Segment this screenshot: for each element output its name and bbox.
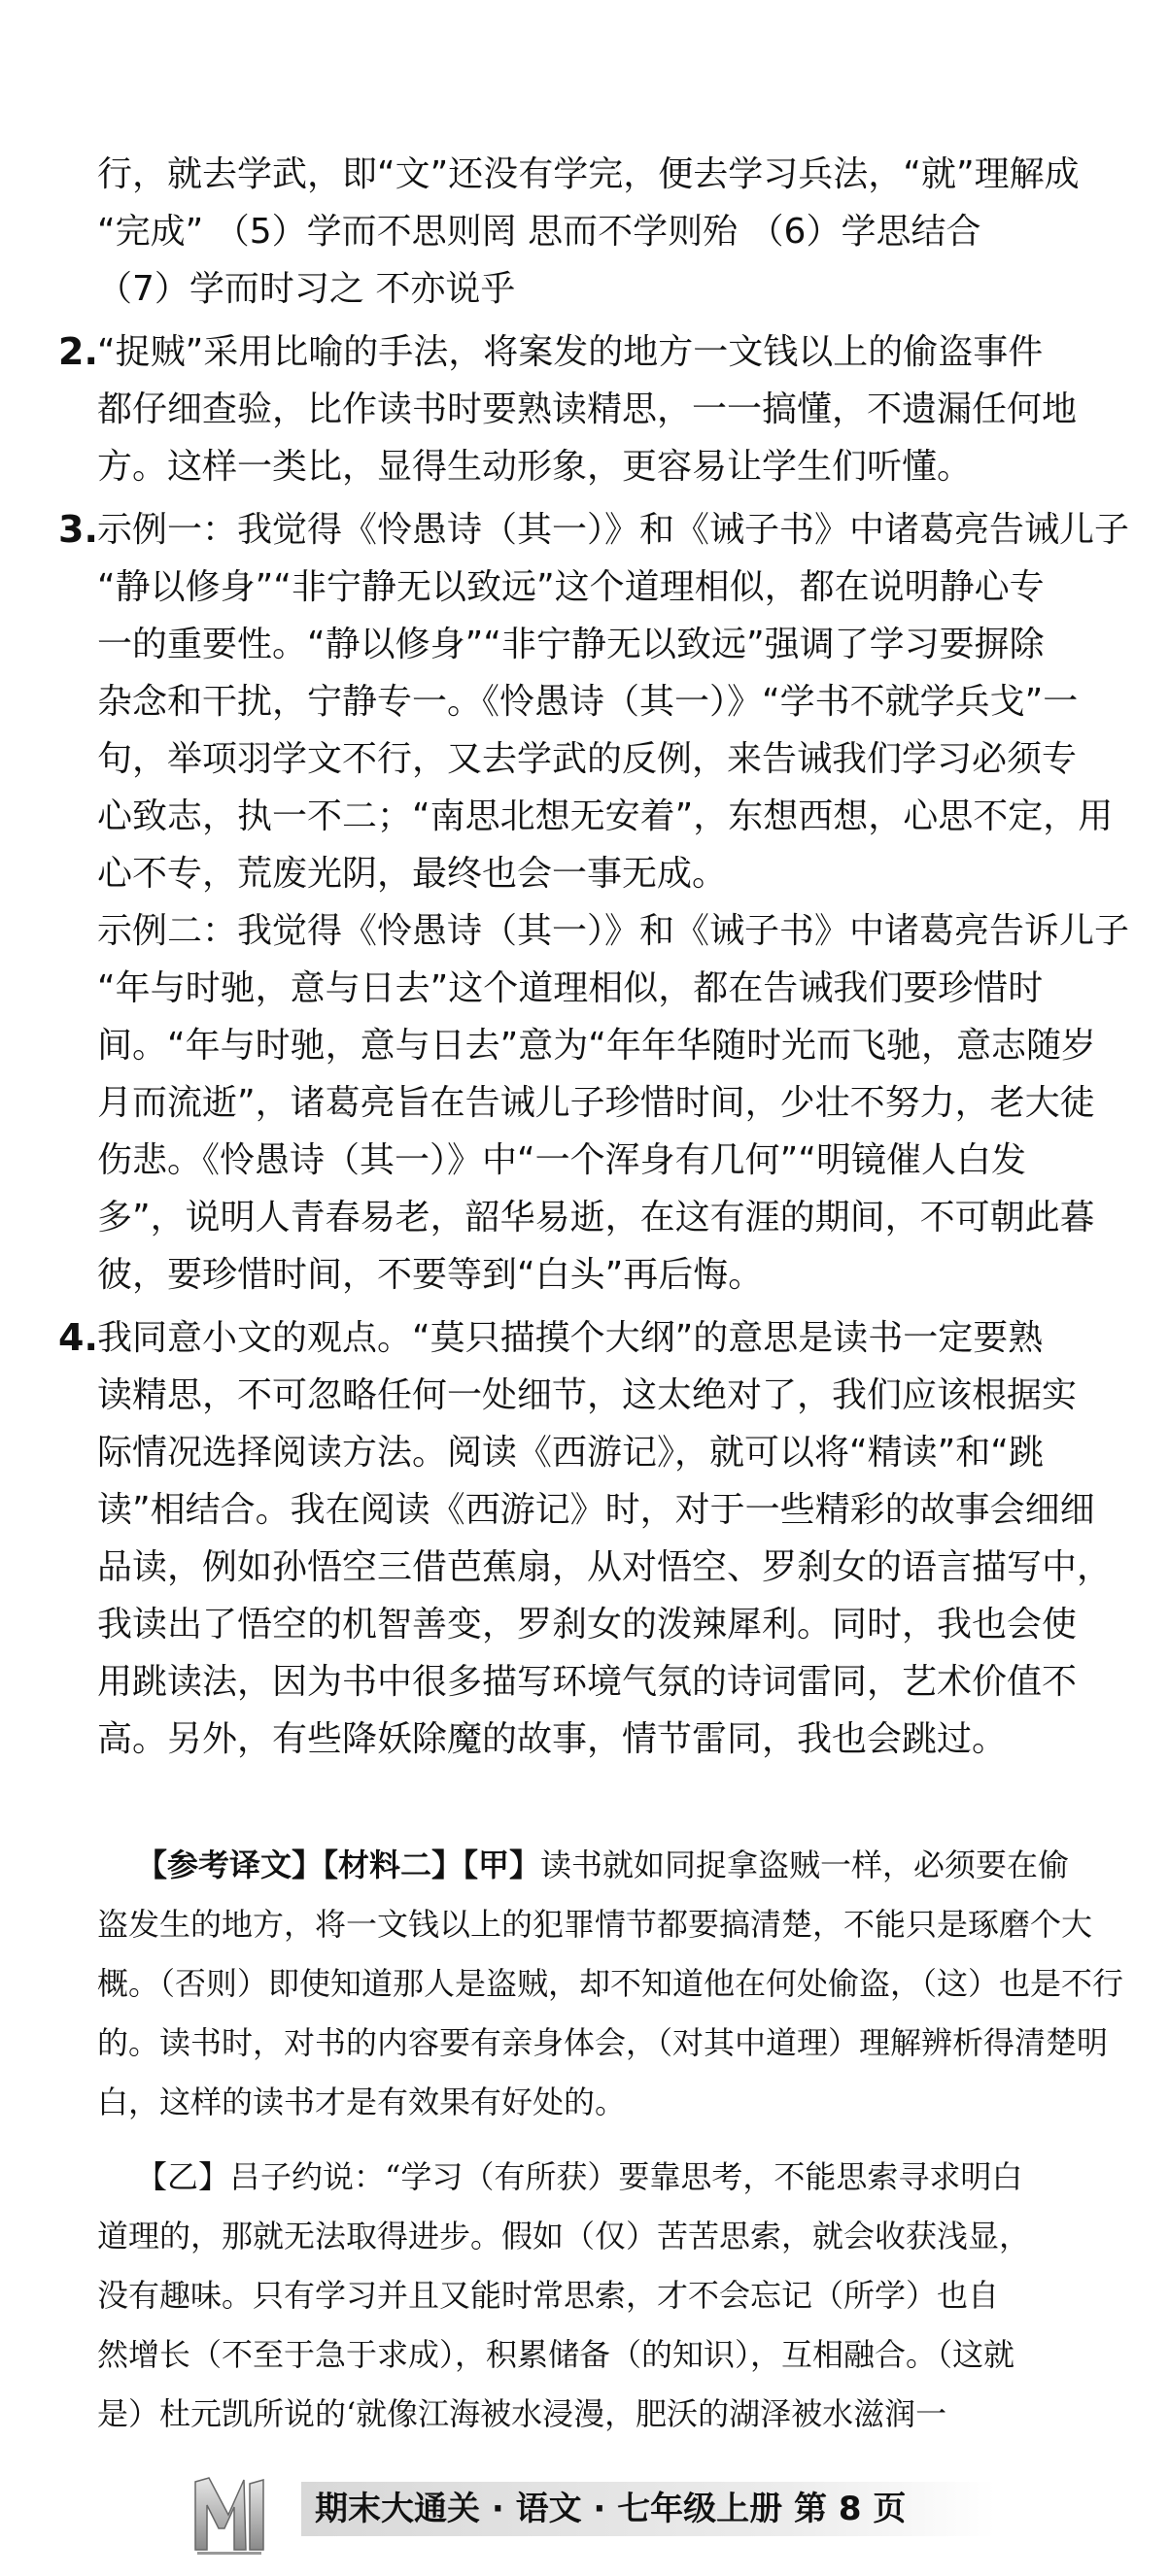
text-line: 伤悲。《怜愚诗（其一）》中“一个浑身有几何”“明镜催人白发 — [97, 1140, 1026, 1180]
answers-block — [58, 146, 1130, 1768]
translation-line: 概。（否则）即使知道那人是盗贼，却不知道他在何处偷盗，（这）也是不行 — [97, 1965, 1124, 2002]
translation-line: 道理的，那就无法取得进步。假如（仅）苦苦思索，就会收获浅显， — [97, 2218, 1031, 2254]
translation-line: 白，这样的读书才是有效果有好处的。 — [97, 2084, 627, 2120]
text-line: 都仔细查验，比作读书时要熟读精思，一一搞懂，不遗漏任何地 — [97, 390, 1078, 429]
translation-text: 【乙】吕子约说：“学习（有所获）要靠思考，不能思索寻求明白 — [136, 2158, 1023, 2195]
text-line: 心不专，荒废光阴，最终也会一事无成。 — [97, 854, 728, 894]
text-line: 月而流逝”，诸葛亮旨在告诫儿子珍惜时间，少壮不努力，老大徒 — [97, 1083, 1095, 1123]
translation-line: 没有趣味。只有学习并且又能时常思索，才不会忘记（所学）也自 — [97, 2277, 1000, 2314]
text-line: 一的重要性。“静以修身”“非宁静无以致远”强调了学习要摒除 — [97, 625, 1045, 664]
text-line: 彼，要珍惜时间，不要等到“白头”再后悔。 — [97, 1255, 764, 1295]
text-line: 句，举项羽学文不行，又去学武的反例，来告诫我们学习必须专 — [97, 739, 1078, 779]
text-line: “完成” （5）学而不思则罔 思而不学则殆 （6）学思结合 — [97, 212, 981, 252]
translation-line: 是）杜元凯所说的‘就像江海被水浸漫，肥沃的湖泽被水滋润一 — [97, 2395, 947, 2432]
item-number: 4. — [58, 1316, 98, 1359]
translation-line: 盗发生的地方，将一文钱以上的犯罪情节都要搞清楚，不能只是琢磨个大 — [97, 1906, 1093, 1943]
text-line: 多”，说明人青春易老，韶华易逝，在这有涯的期间，不可朝此暮 — [97, 1198, 1095, 1237]
text-line: “捉贼”采用比喻的手法，将案发的地方一文钱以上的偷盗事件 — [97, 332, 1044, 372]
translation-line — [97, 1836, 1117, 1895]
text-line: “静以修身”“非宁静无以致远”这个道理相似，都在说明静心专 — [97, 567, 1045, 607]
text-line: 我同意小文的观点。“莫只描摸个大纲”的意思是读书一定要熟 — [97, 1318, 1044, 1358]
text-line: 示例二：我觉得《怜愚诗（其一）》和《诫子书》中诸葛亮告诉儿子 — [97, 911, 1130, 951]
page-footer — [0, 2462, 1169, 2559]
answer-item-2 — [58, 323, 1108, 495]
text-line: 间。“年与时驰，意与日去”意为“年年华随时光而飞驰，意志随岁 — [97, 1026, 1096, 1066]
item-number: 3. — [58, 508, 98, 551]
answer-item-3 — [58, 501, 1130, 1304]
text-line: 行，就去学武，即“文”还没有学完，便去学习兵法，“就”理解成 — [97, 154, 1080, 194]
translation-heading: 【参考译文】【材料二】【甲】 — [136, 1847, 541, 1883]
publisher-logo-icon — [189, 2470, 296, 2558]
text-line: 示例一：我觉得《怜愚诗（其一）》和《诫子书》中诸葛亮告诫儿子 — [97, 510, 1130, 550]
translation-text: 读书就如同捉拿盗贼一样，必须要在偷 — [540, 1847, 1070, 1883]
text-line: 际情况选择阅读方法。阅读《西游记》，就可以将“精读”和“跳 — [97, 1433, 1044, 1473]
answer-item-4 — [58, 1309, 1113, 1768]
translation-line: 然增长（不至于急于求成），积累储备（的知识），互相融合。（这就 — [97, 2336, 1015, 2373]
translation-line: 的。读书时，对书的内容要有亲身体会，（对其中道理）理解辨析得清楚明 — [97, 2024, 1109, 2061]
text-line: 心致志，执一不二；“南思北想无安着”，东想西想，心思不定，用 — [97, 797, 1114, 836]
text-line: 用跳读法，因为书中很多描写环境气氛的诗词雷同，艺术价值不 — [97, 1662, 1078, 1702]
text-line: 杂念和干扰，宁静专一。《怜愚诗（其一）》“学书不就学兵戈”一 — [97, 682, 1079, 722]
reference-translation — [97, 1836, 1124, 2444]
text-line: （7）学而时习之 不亦说乎 — [97, 269, 516, 309]
item-number: 2. — [58, 330, 98, 373]
text-line: 读精思，不可忽略任何一处细节，这太绝对了，我们应该根据实 — [97, 1375, 1078, 1415]
text-line: 读”相结合。我在阅读《西游记》时，对于一些精彩的故事会细细 — [97, 1490, 1095, 1530]
text-line: 我读出了悟空的机智善变，罗刹女的泼辣犀利。同时，我也会使 — [97, 1605, 1078, 1644]
text-line: 高。另外，有些降妖除魔的故事，情节雷同，我也会跳过。 — [97, 1719, 1008, 1759]
text-line: 品读，例如孙悟空三借芭蕉扇，从对悟空、罗刹女的语言描写中， — [97, 1547, 1113, 1587]
footer-title: 期末大通关 · 语文 · 七年级上册 第 8 页 — [301, 2482, 995, 2536]
translation-line — [97, 2148, 1117, 2207]
translation-paragraph-yi — [97, 2148, 1117, 2444]
text-line: “年与时驰，意与日去”这个道理相似，都在告诫我们要珍惜时 — [97, 968, 1044, 1008]
text-line: 方。这样一类比，显得生动形象，更容易让学生们听懂。 — [97, 447, 973, 487]
